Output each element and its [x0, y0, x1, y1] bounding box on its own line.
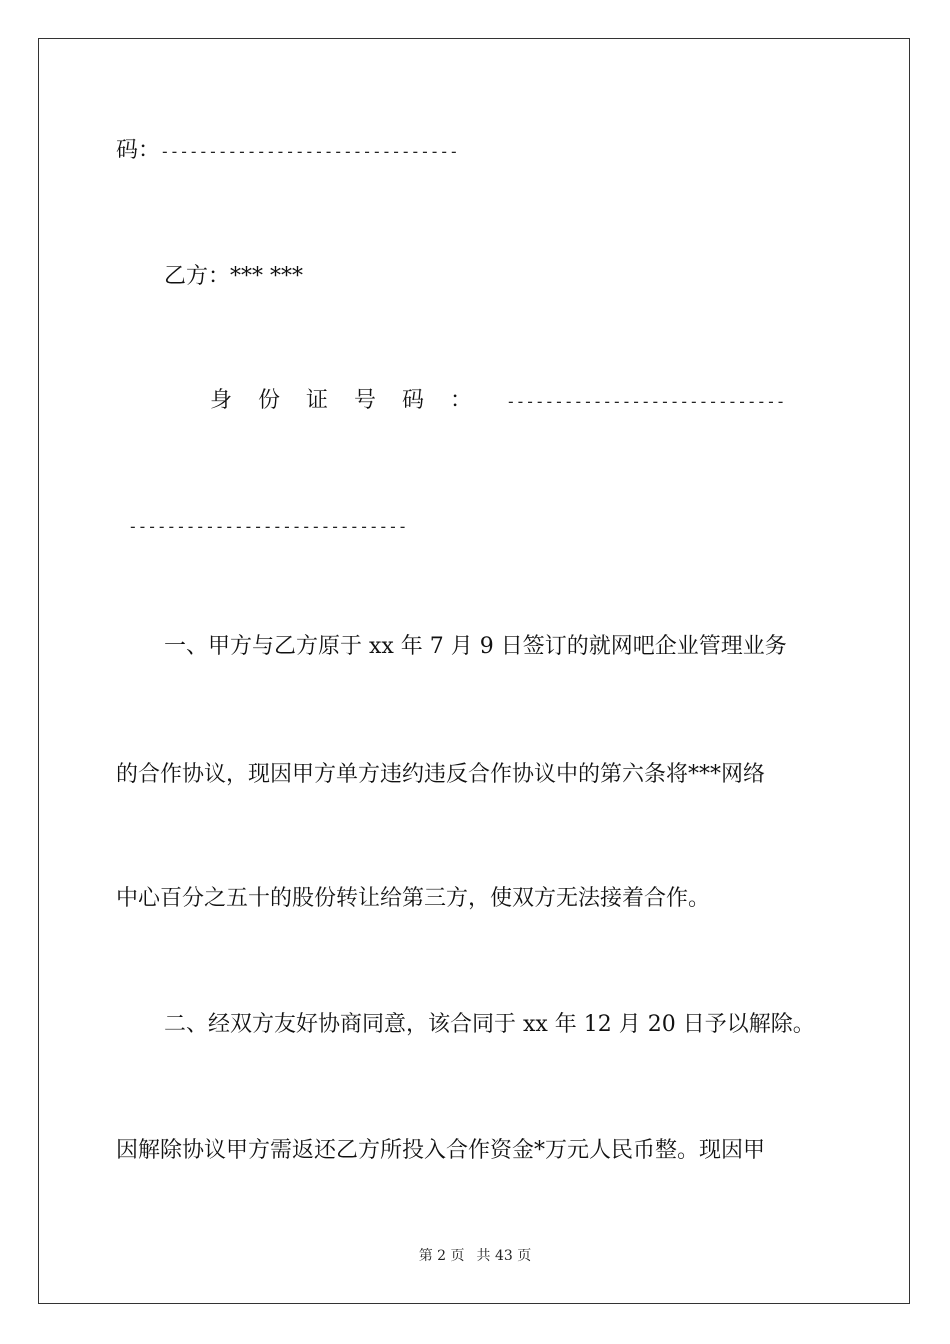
- paragraph-2-line-2: 因解除协议甲方需返还乙方所投入合作资金*万元人民币整。现因甲: [116, 1138, 766, 1163]
- id-number-line-partial: [116, 136, 459, 167]
- id-number-blank: -------------------------------: [160, 142, 459, 161]
- id-number-label: 身份证号码：: [210, 388, 499, 413]
- page-border: [38, 38, 910, 1304]
- id-number-blank-2: -----------------------------: [128, 517, 408, 536]
- paragraph-1-line-1: 一、甲方与乙方原于 xx 年 7 月 9 日签订的就网吧企业管理业务: [164, 634, 787, 659]
- paragraph-1-line-2: 的合作协议，现因甲方单方违约违反合作协议中的第六条将***网络: [116, 762, 766, 787]
- page-footer: [0, 1246, 950, 1266]
- page-number-current: 第 2 页: [418, 1248, 465, 1264]
- id-number-line: [210, 386, 785, 417]
- id-number-blank-1: -----------------------------: [506, 392, 786, 411]
- paragraph-1-line-3: 中心百分之五十的股份转让给第三方，使双方无法接着合作。: [116, 886, 711, 911]
- party-b-line: 乙方：*** ***: [164, 264, 303, 289]
- page-number-total: 共 43 页: [476, 1248, 532, 1264]
- paragraph-2-line-1: 二、经双方友好协商同意，该合同于 xx 年 12 月 20 日予以解除。: [164, 1012, 815, 1037]
- id-number-label-tail: 码：: [116, 138, 161, 163]
